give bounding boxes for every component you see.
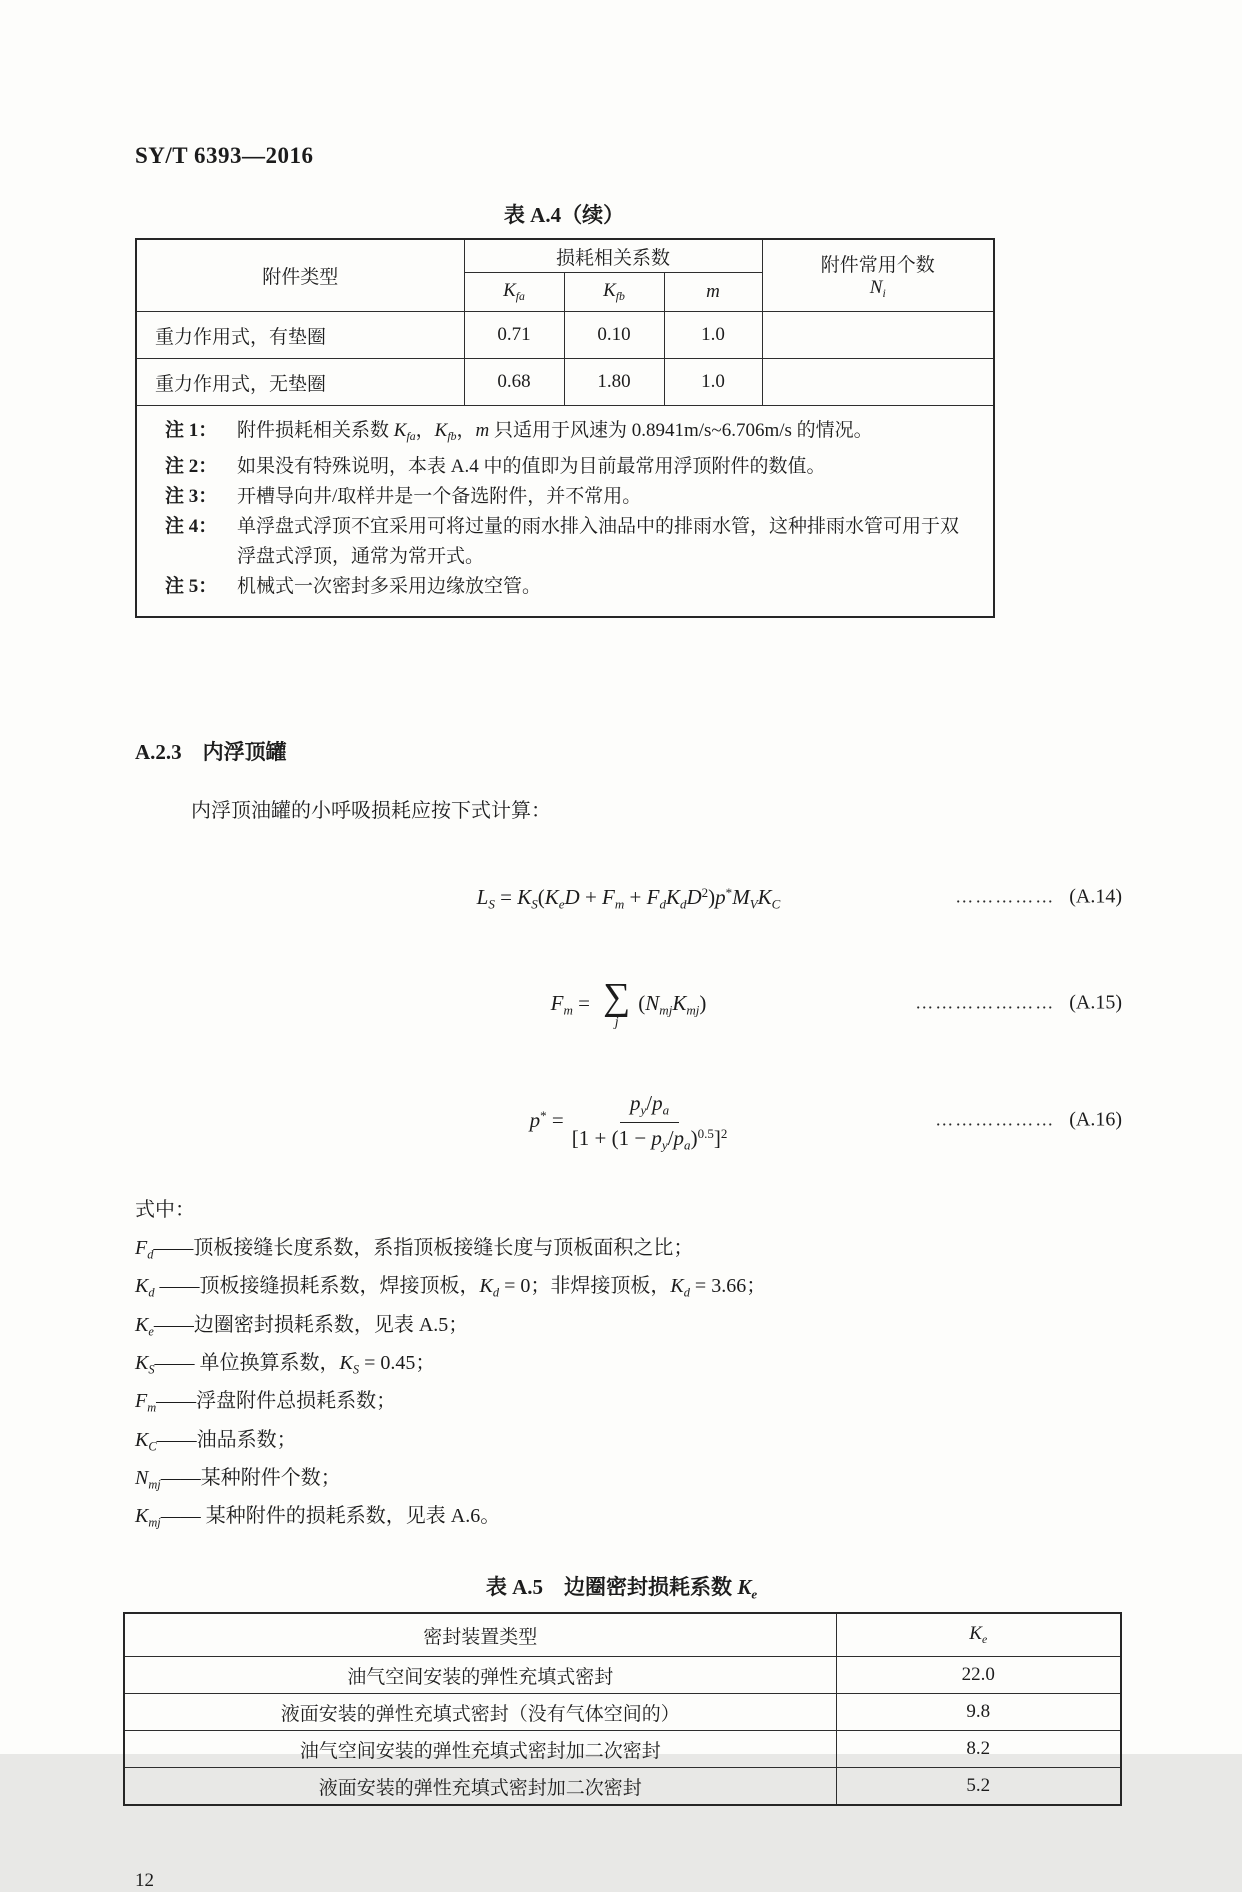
note-label: 注 1： [165, 420, 218, 441]
table-a4-header-kfa: $K_{fa}$ [464, 273, 564, 312]
note-4 [165, 512, 969, 572]
table-a5-caption: 表 A.5 边圈密封损耗系数 $K_e$ [485, 1574, 758, 1602]
definition-kc: $K_C——$油品系数； [135, 1428, 297, 1454]
formula-a16 [135, 1077, 1122, 1163]
table-row [136, 312, 994, 359]
table-a4-header-count [762, 239, 994, 312]
note-1 [165, 416, 969, 452]
m-value: 1.0 [664, 312, 762, 359]
note-text: 开槽导向井/取样井是一个备选附件，并不常用。 [237, 486, 642, 508]
ni-value [762, 359, 994, 406]
table-a4-header-count-line2: $N_i$ [869, 276, 886, 301]
formula-a14-body: $L_S = K_S(K_eD + F_m + F_dK_dD^2)p^*M_VK_C$ [476, 885, 781, 913]
ke-value: 9.8 [836, 1694, 1121, 1731]
table-row [124, 1694, 1121, 1731]
table-a5-header-ke: $K_e$ [836, 1613, 1121, 1657]
ke-value: 8.2 [836, 1731, 1121, 1768]
definition-fm: $F_m——$浮盘附件总损耗系数； [135, 1390, 397, 1415]
note-3 [165, 482, 969, 512]
dot-leader: …………… [955, 886, 1056, 907]
note-label: 注 2： [165, 456, 218, 478]
section-heading: A.2.3 内浮顶罐 [135, 740, 287, 765]
formula-a14-label: (A.14) [1069, 885, 1122, 908]
note-text: 附件损耗相关系数 $K_{fa}$，$K_{fb}$，m 只适用于风速为 0.8941m/s~6.706m/s 的情况。 [237, 420, 873, 444]
note-text: 如果没有特殊说明，本表 A.4 中的值即为目前最常用浮顶附件的数值。 [237, 456, 826, 478]
fraction [572, 1091, 728, 1153]
formula-a16-body [530, 1091, 728, 1153]
sigma-sum [603, 975, 631, 1030]
definition-ks: $K_S——$ 单位换算系数，$K_S = 0.45$； [135, 1352, 436, 1377]
sigma-icon: ∑ [603, 975, 631, 1018]
table-a5-header-seal: 密封装置类型 [124, 1613, 836, 1657]
dot-leader: ……………… [935, 1109, 1056, 1130]
table-notes-row [136, 406, 994, 618]
table-a4 [135, 238, 995, 618]
definition-nmj: $N_{mj}——$某种附件个数； [135, 1467, 341, 1492]
kfb-value: 0.10 [564, 312, 664, 359]
seal-type: 油气空间安装的弹性充填式密封加二次密封 [124, 1731, 836, 1768]
formula-a14 [135, 875, 1122, 919]
formula-a16-label: (A.16) [1069, 1108, 1122, 1131]
formula-a15-tail [915, 992, 1122, 1015]
table-a4-header-kfb: $K_{fb}$ [564, 273, 664, 312]
section-intro: 内浮顶油罐的小呼吸损耗应按下式计算： [191, 800, 551, 823]
formula-a15-rhs: $(N_{mj}K_{mj})$ [638, 991, 707, 1018]
formula-a14-tail [955, 886, 1122, 909]
fraction-denominator: $[1 + (1 - p_y/p_a)^{0.5}]^2$ [571, 1125, 728, 1153]
fitting-type: 重力作用式，有垫圈 [136, 312, 464, 359]
definition-fd: $F_d——$顶板接缝长度系数，系指顶板接缝长度与顶板面积之比； [135, 1237, 694, 1262]
formula-a15-lhs: $F_m$ = [550, 991, 596, 1018]
definition-ke: $K_e——$边圈密封损耗系数，见表 A.5； [135, 1313, 469, 1339]
note-label: 注 3： [165, 486, 218, 508]
table-row [124, 1768, 1121, 1806]
kfa-value: 0.68 [464, 359, 564, 406]
table-a4-header-count-line1: 附件常用个数 [820, 254, 935, 276]
formula-a16-lhs: p* = [529, 1107, 564, 1133]
note-label: 注 4： [165, 516, 218, 538]
note-2 [165, 452, 969, 482]
note-label: 注 5： [165, 576, 218, 598]
note-5 [165, 572, 969, 602]
sum-index: j [614, 1014, 619, 1030]
dot-leader: ………………… [915, 992, 1056, 1013]
definition-list [135, 1232, 1122, 1539]
kfa-value: 0.71 [464, 312, 564, 359]
table-a4-header-loss-group: 损耗相关系数 [464, 239, 762, 273]
seal-type: 液面安装的弹性充填式密封（没有气体空间的） [124, 1694, 836, 1731]
formula-a15-body [550, 975, 707, 1030]
formula-a15-label: (A.15) [1069, 991, 1122, 1014]
page-number: 12 [135, 1870, 154, 1892]
table-row [124, 1731, 1121, 1768]
table-a4-caption: 表 A.4（续） [503, 203, 625, 227]
m-value: 1.0 [664, 359, 762, 406]
where-label: 式中： [135, 1199, 195, 1222]
table-a4-notes [136, 406, 994, 618]
ke-value: 5.2 [836, 1768, 1121, 1806]
table-a4-header-m: m [664, 273, 762, 312]
ni-value [762, 312, 994, 359]
table-a4-header-type: 附件类型 [136, 239, 464, 312]
formula-a15 [135, 971, 1122, 1035]
standard-number: SY/T 6393—2016 [135, 143, 314, 168]
definition-kd: $K_d$ ——顶板接缝损耗系数，焊接顶板，$K_d = 0$；非焊接顶板，$K_d = 3.66$； [135, 1275, 767, 1300]
note-text: 机械式一次密封多采用边缘放空管。 [237, 576, 542, 598]
note-text: 单浮盘式浮顶不宜采用可将过量的雨水排入油品中的排雨水管，这种排雨水管可用于双浮盘式浮顶，通常为常开式。 [237, 516, 960, 568]
ke-value: 22.0 [836, 1657, 1121, 1694]
fitting-type: 重力作用式，无垫圈 [136, 359, 464, 406]
kfb-value: 1.80 [564, 359, 664, 406]
definition-kmj: $K_{mj}——$ 某种附件的损耗系数，见表 A.6。 [135, 1505, 501, 1530]
seal-type: 油气空间安装的弹性充填式密封 [124, 1657, 836, 1694]
table-row [136, 359, 994, 406]
fraction-numerator: $p_y/p_a$ [620, 1091, 679, 1123]
seal-type: 液面安装的弹性充填式密封加二次密封 [124, 1768, 836, 1806]
table-a5 [123, 1612, 1122, 1806]
formula-a16-tail [935, 1109, 1122, 1132]
table-row [124, 1657, 1121, 1694]
